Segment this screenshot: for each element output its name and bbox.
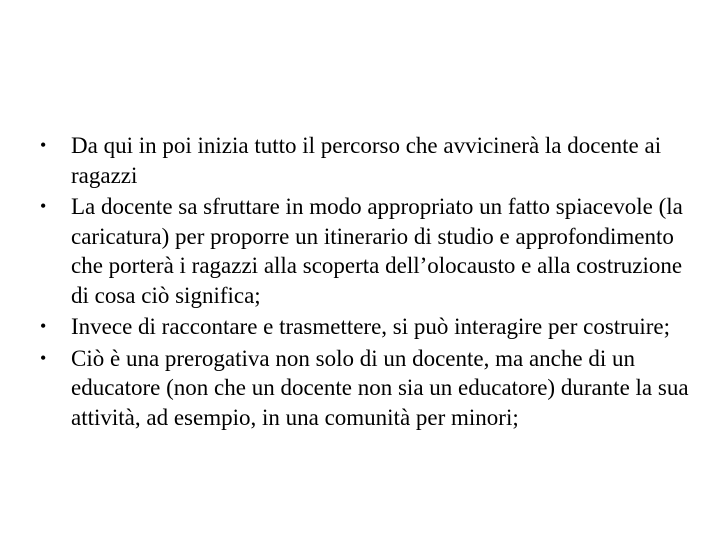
bullet-dot-icon: • bbox=[40, 135, 47, 155]
bullet-item-3 bbox=[40, 312, 690, 342]
bullet-text-1: Da qui in poi inizia tutto il percorso che avvicinerà la docente ai ragazzi bbox=[71, 133, 662, 188]
bullet-item-4 bbox=[40, 344, 690, 433]
bullet-text-3: Invece di raccontare e trasmettere, si può interagire per costruire; bbox=[71, 314, 670, 339]
bullet-text-4: Ciò è una prerogativa non solo di un docente, ma anche di un educatore (non che un docente non sia un educatore) durante la sua attività, ad esempio, in una comunità per minori; bbox=[71, 345, 689, 430]
bullet-text-2: La docente sa sfruttare in modo appropriato un fatto spiacevole (la caricatura) per proporre un itinerario di studio e approfondimento che porterà i ragazzi alla scoperta dell’olocausto e alla costruzione di cosa ciò significa; bbox=[71, 194, 683, 308]
bullet-list bbox=[40, 131, 690, 434]
bullet-item-1 bbox=[40, 131, 690, 190]
bullet-dot-icon: • bbox=[40, 196, 47, 216]
bullet-dot-icon: • bbox=[40, 347, 47, 368]
bullet-dot-icon: • bbox=[40, 316, 47, 336]
bullet-item-2 bbox=[40, 192, 690, 310]
